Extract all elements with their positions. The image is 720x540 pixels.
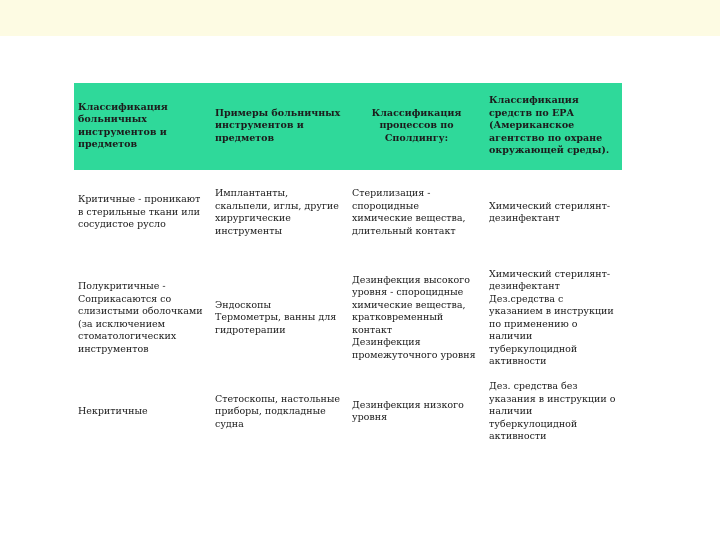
table-cell-category: Критичные - проникают в стерильные ткани или сосудистое русло [74,170,211,256]
table-cell-examples: Стетоскопы, настольные приборы, подкладные судна [211,381,348,444]
table-cell-process: Стерилизация - спороцидные химические вещества, длительный контакт [348,170,485,256]
table-cell-examples: Имплантанты, скальпели, иглы, другие хирургические инструменты [211,170,348,256]
table-cell-epa: Химический стерилянт-дезинфектант Дез.средства с указанием в инструкции по применению о наличии туберкулоцидной активности [485,256,622,381]
table-cell-epa: Дез. средства без указания в инструкции о наличии туберкулоцидной активности [485,381,622,444]
table-row-semicritical [74,256,622,381]
classification-table [74,83,622,444]
table-body [74,170,622,444]
table-cell-process: Дезинфекция низкого уровня [348,381,485,444]
table-row-noncritical [74,381,622,444]
table-row-critical [74,170,622,256]
table-cell-examples: Эндоскопы Термометры, ванны для гидротерапии [211,256,348,381]
header-cell-examples: Примеры больничных инструментов и предметов [211,83,348,170]
table-header [74,83,622,170]
header-cell-instrument-class: Классификация больничных инструментов и предметов [74,83,211,170]
table-cell-category: Некритичные [74,381,211,444]
table-cell-category: Полукритичные - Соприкасаются со слизистыми оболочками (за исключением стоматологических инструментов [74,256,211,381]
table-cell-epa: Химический стерилянт-дезинфектант [485,170,622,256]
header-row [74,83,622,170]
table-cell-process: Дезинфекция высокого уровня - спороцидные химические вещества, кратковременный контакт Дезинфекция промежуточного уровня [348,256,485,381]
header-cell-spaulding-process: Классификация процессов по Сполдингу: [348,83,485,170]
top-band [0,0,720,36]
header-cell-epa-class: Классификация средств по ЕРА (Американское агентство по охране окружающей среды). [485,83,622,170]
